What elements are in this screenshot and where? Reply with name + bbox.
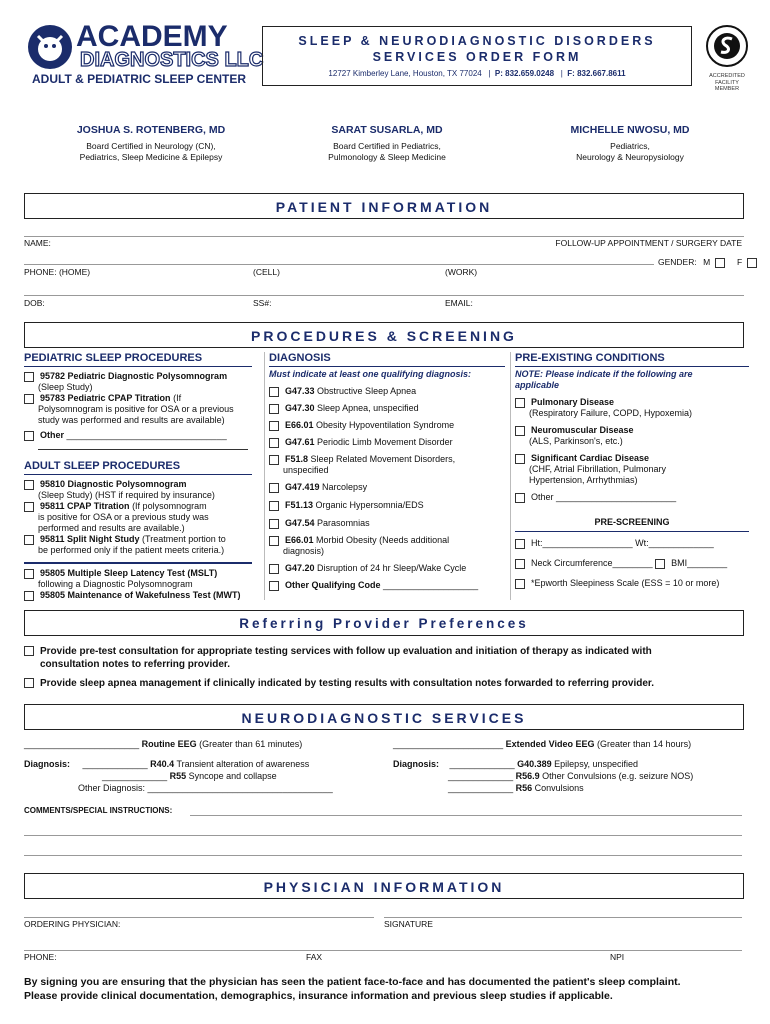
doctor-cred: Board Certified in Neurology (CN), [86,141,216,151]
signature-input[interactable] [384,905,742,917]
desc: Disruption of 24 hr Sleep/Wake Cycle [317,563,467,573]
diagnosis-item [269,535,505,557]
code: Other Qualifying Code [285,580,381,590]
extended-eeg [393,738,691,750]
bmi-label: BMI [671,558,688,568]
desc: Obstructive Sleep Apnea [317,386,417,396]
veeg-desc: (Greater than 14 hours) [597,739,692,749]
phone-home-label: PHONE: (HOME) [24,267,91,277]
diagnosis-checkbox[interactable] [269,483,279,493]
option-text: Provide sleep apnea management if clinically indicated by testing results with consultation notes forwarded to referring provider. [40,678,655,689]
adult-item-mslt [24,568,252,590]
pediatric-item-other [24,430,252,441]
height-weight [515,538,749,549]
item-title: 95811 CPAP Titration [40,501,130,511]
referring-option-1 [24,645,744,671]
cond: Other [531,492,554,502]
preexisting-item [515,425,749,447]
item-desc: study was performed and results are available) [38,415,225,425]
diagnosis-checkbox[interactable] [269,455,279,465]
doctor-cred: Neurology & Neuropysiology [576,152,684,162]
referring-1-checkbox[interactable] [24,646,34,656]
neck-label: Neck Circumference [531,558,613,568]
diag-input[interactable]: _____________ [448,783,514,793]
adult-item-split [24,534,252,556]
diagnosis-checkbox[interactable] [269,519,279,529]
ss-label: SS#: [253,298,272,308]
code: G47.61 [285,437,315,447]
diagnosis-item-other [269,580,505,591]
preexisting-other-checkbox[interactable] [515,493,525,503]
desc: Periodic Limb Movement Disorder [317,437,453,447]
diagnosis-note: Must indicate at least one qualifying diagnosis: [269,369,472,379]
code: F51.8 [285,454,309,464]
option-text: consultation notes to referring provider. [40,659,231,670]
item-title: 95805 Maintenance of Wakefulness Test (MWT) [40,590,241,600]
adult-item-95810 [24,479,252,501]
desc: Sleep Related Movement Disorders, [310,454,456,464]
physician-phone-input[interactable] [24,938,294,950]
contact-line: 12727 Kimberley Lane, Houston, TX 77024 | P: 832.659.0248 | F: 832.667.8611 [328,69,626,78]
desc: (Respiratory Failure, COPD, Hypoxemia) [529,408,693,418]
other-line[interactable]: ___________________ [383,580,479,590]
gender-m-checkbox[interactable] [715,258,725,268]
ht-label: Ht: [531,538,543,548]
diagnosis-checkbox[interactable] [269,501,279,511]
code: R56 [515,783,533,793]
wt-input[interactable]: _____________ [648,538,714,548]
diagnosis-checkbox[interactable] [269,564,279,574]
diagnosis-checkbox[interactable] [269,387,279,397]
referring-2-checkbox[interactable] [24,678,34,688]
desc: Syncope and collapse [188,771,277,781]
veeg-input[interactable]: ______________________ [393,739,504,749]
logo-mascot-icon [24,22,78,72]
diagnosis-item [269,403,505,414]
ordering-physician-label: ORDERING PHYSICIAN: [24,919,121,929]
other-line[interactable]: ________________________ [556,492,677,502]
diagnosis-checkbox[interactable] [269,404,279,414]
diag-label: Diagnosis: [393,759,440,769]
doctor-cred: Pulmonology & Sleep Medicine [328,152,446,162]
epworth-label: *Epworth Sleepiness Scale (ESS = 10 or more) [531,578,720,588]
eeg-desc: (Greater than 61 minutes) [199,739,303,749]
eeg-input[interactable]: _______________________ [24,739,140,749]
adult-mslt-checkbox[interactable] [24,569,34,579]
address: 12727 Kimberley Lane, Houston, TX 77024 [328,69,482,78]
diag-input[interactable]: _____________ [448,771,514,781]
form-title-1: SLEEP & NEURODIAGNOSTIC DISORDERS [298,34,656,48]
logo-sub: DIAGNOSTICS LLC [80,49,264,71]
form-title-2: SERVICES ORDER FORM [372,50,582,64]
pediatric-95782-checkbox[interactable] [24,372,34,382]
cond: Pulmonary Disease [531,397,615,407]
diagnosis-checkbox[interactable] [269,438,279,448]
physician-npi-input[interactable] [610,938,742,950]
doctor-name: SARAT SUSARLA, MD [331,124,443,136]
item-desc: following a Diagnostic Polysomnogram [38,579,193,589]
diagnosis-item [269,482,505,493]
email-input[interactable] [445,285,740,295]
desc: (ALS, Parkinson's, etc.) [529,436,623,446]
pediatric-column [24,352,252,601]
desc: Obesity Hypoventilation Syndrome [316,420,455,430]
preexisting-item [515,397,749,419]
cell-input[interactable] [253,254,433,264]
desc: Hypertension, Arrhythmias) [529,475,638,485]
preexisting-heading: PRE-EXISTING CONDITIONS [515,352,665,364]
doctor-1 [26,124,276,163]
preexisting-checkbox[interactable] [515,398,525,408]
item-desc: be performed only if the patient meets criteria.) [38,545,225,555]
diagnosis-item [269,500,505,511]
gender-m-label: M [703,257,711,267]
adult-item-95811 [24,501,252,534]
cond: Neuromuscular Disease [531,425,634,435]
referring-header: Referring Provider Preferences [24,610,744,636]
logo-main: ACADEMY [76,20,228,53]
item-desc: (Treatment portion to [142,534,226,544]
doctor-cred: Pediatrics, Sleep Medicine & Epilepsy [79,152,223,162]
code: E66.01 [285,535,314,545]
code: E66.01 [285,420,314,430]
work-input[interactable] [445,254,645,264]
patient-info-header: PATIENT INFORMATION [24,193,744,219]
adult-95811-checkbox[interactable] [24,502,34,512]
code: F51.13 [285,500,314,510]
comments-label: COMMENTS/SPECIAL INSTRUCTIONS: [24,806,173,815]
neuro-header: NEURODIAGNOSTIC SERVICES [24,704,744,730]
email-label: EMAIL: [445,298,473,308]
neuro-diagnosis-left [24,758,384,794]
preexisting-note-2: applicable [515,380,560,390]
desc: Parasomnias [317,518,370,528]
preexisting-checkbox[interactable] [515,426,525,436]
physician-fax-label: FAX [306,952,323,962]
item-title: 95782 Pediatric Diagnostic Polysomnogram [40,371,228,381]
other-diag-input[interactable]: _____________________________________ [147,783,333,793]
routine-eeg [24,738,302,750]
code: R55 [169,771,187,781]
desc: Organic Hypersomnia/EDS [315,500,424,510]
item-desc: performed and results are available.) [38,523,185,533]
preexisting-note: NOTE: Please indicate if the following are [515,369,693,379]
diagnosis-item [269,454,505,476]
doctor-name: JOSHUA S. ROTENBERG, MD [76,124,226,136]
option-text: Provide pre-test consultation for appropriate testing services with follow up evaluation and initiation of therapy as indicated with [40,646,652,657]
code: G47.419 [285,482,320,492]
code: G47.30 [285,403,315,413]
physician-fax-input[interactable] [306,938,596,950]
item-desc: (If [173,393,182,403]
doctor-cred: Pediatrics, [610,141,650,151]
diagnosis-checkbox[interactable] [269,536,279,546]
code: R40.4 [150,759,175,769]
item-title: 95805 Multiple Sleep Latency Test (MSLT) [40,568,218,578]
footer-line-2: Please provide clinical documentation, demographics, insurance information and previous sleep studies if applicable. [24,990,613,1002]
desc: Other Convulsions (e.g. seizure NOS) [542,771,694,781]
height-checkbox[interactable] [515,539,525,549]
desc: Epilepsy, unspecified [554,759,639,769]
diagnosis-checkbox[interactable] [269,421,279,431]
comments-input[interactable] [24,804,742,856]
dob-input[interactable] [24,285,244,295]
adult-95810-checkbox[interactable] [24,480,34,490]
neck-bmi [515,558,749,569]
item-desc: Polysomnogram is positive for OSA or a previous [38,404,234,414]
cell-label: (CELL) [253,267,280,277]
work-label: (WORK) [445,267,478,277]
signature-label: SIGNATURE [384,919,433,929]
diag-input[interactable]: _____________ [102,771,168,781]
diag-input[interactable]: _____________ [82,759,148,769]
form-header [262,26,692,86]
desc: unspecified [283,465,329,475]
bmi-input[interactable]: ________ [687,558,728,568]
prescreen-heading: PRE-SCREENING [594,517,670,527]
item-desc: (Sleep Study) [38,382,93,392]
item-desc: (If polysomnogram [132,501,207,511]
code: G47.33 [285,386,315,396]
fax: F: 832.667.8611 [567,69,626,78]
doctor-cred: Board Certified in Pediatrics, [333,141,441,151]
phone: P: 832.659.0248 [494,69,555,78]
gender-group [658,257,763,268]
preexisting-checkbox[interactable] [515,454,525,464]
adult-split-checkbox[interactable] [24,535,34,545]
gender-f-checkbox[interactable] [747,258,757,268]
other-line[interactable]: ________________________________ [66,430,227,440]
preexisting-other [515,492,749,503]
other-diag-label: Other Diagnosis: [78,783,146,793]
referring-option-2 [24,677,744,690]
item-title: 95810 Diagnostic Polysomnogram [40,479,187,489]
logo-tagline: ADULT & PEDIATRIC SLEEP CENTER [32,72,247,86]
wt-label: Wt: [635,538,649,548]
eeg-label: Routine EEG [141,739,197,749]
followup-input[interactable] [560,226,740,236]
code: R56.9 [515,771,540,781]
preexisting-item [515,453,749,486]
pediatric-heading: PEDIATRIC SLEEP PROCEDURES [24,352,203,364]
name-label: NAME: [24,238,51,248]
ordering-physician-input[interactable] [24,905,374,917]
followup-label: FOLLOW-UP APPOINTMENT / SURGERY DATE [555,238,742,248]
desc: diagnosis) [283,546,325,556]
diagnosis-item [269,518,505,529]
diagnosis-other-checkbox[interactable] [269,581,279,591]
dob-label: DOB: [24,298,45,308]
neuro-diagnosis-right [393,758,753,794]
diag-label: Diagnosis: [24,759,71,769]
epworth-checkbox[interactable] [515,579,525,589]
desc: Convulsions [534,783,584,793]
pediatric-other-checkbox[interactable] [24,431,34,441]
adult-item-mwt [24,590,252,601]
gender-f-label: F [736,257,743,267]
code: G47.20 [285,563,315,573]
neck-input[interactable]: ________ [612,558,653,568]
doctor-3 [505,124,755,163]
diagnosis-item [269,437,505,448]
gender-label: GENDER: [658,257,697,267]
diag-input[interactable]: _____________ [449,759,515,769]
physician-phone-label: PHONE: [24,952,57,962]
diagnosis-column [264,352,505,600]
diagnosis-item [269,420,505,431]
doctor-2 [262,124,512,163]
item-desc: (Sleep Study) (HST if required by insurance) [38,490,215,500]
pediatric-item-95783 [24,393,252,426]
epworth [515,578,749,589]
ht-input[interactable]: __________________ [542,538,633,548]
item-title: 95783 Pediatric CPAP Titration [40,393,171,403]
code: G47.54 [285,518,315,528]
item-title: Other [40,430,65,440]
desc: Sleep Apnea, unspecified [317,403,419,413]
adult-mwt-checkbox[interactable] [24,591,34,601]
name-input[interactable] [60,226,520,236]
bmi-checkbox[interactable] [655,559,665,569]
doctor-name: MICHELLE NWOSU, MD [570,124,690,136]
item-desc: is positive for OSA or a previous study was [38,512,209,522]
seal-icon [705,24,749,68]
physician-npi-label: NPI [610,952,625,962]
seal-text: ACCREDITED FACILITY MEMBER [709,73,745,92]
physician-header: PHYSICIAN INFORMATION [24,873,744,899]
diagnosis-item [269,386,505,397]
footer-line-1: By signing you are ensuring that the physician has seen the patient face-to-face and has documented the patient's sleep complaint. [24,976,681,988]
desc: Transient alteration of awareness [176,759,310,769]
preexisting-column [510,352,749,600]
adult-heading: ADULT SLEEP PROCEDURES [24,460,181,472]
item-title: 95811 Split Night Study [40,534,140,544]
diagnosis-heading: DIAGNOSIS [269,352,331,364]
desc: Morbid Obesity (Needs additional [316,535,450,545]
cond: Significant Cardiac Disease [531,453,650,463]
desc: (CHF, Atrial Fibrillation, Pulmonary [529,464,667,474]
accreditation-seal [704,24,750,92]
veeg-label: Extended Video EEG [505,739,595,749]
desc: Narcolepsy [322,482,368,492]
ss-input[interactable] [253,285,433,295]
footer-note [24,975,754,1003]
phone-home-input[interactable] [24,254,244,264]
code: G40.389 [517,759,552,769]
diagnosis-item [269,563,505,574]
neck-checkbox[interactable] [515,559,525,569]
pediatric-95783-checkbox[interactable] [24,394,34,404]
procedures-header: PROCEDURES & SCREENING [24,322,744,348]
pediatric-item-95782 [24,371,252,393]
